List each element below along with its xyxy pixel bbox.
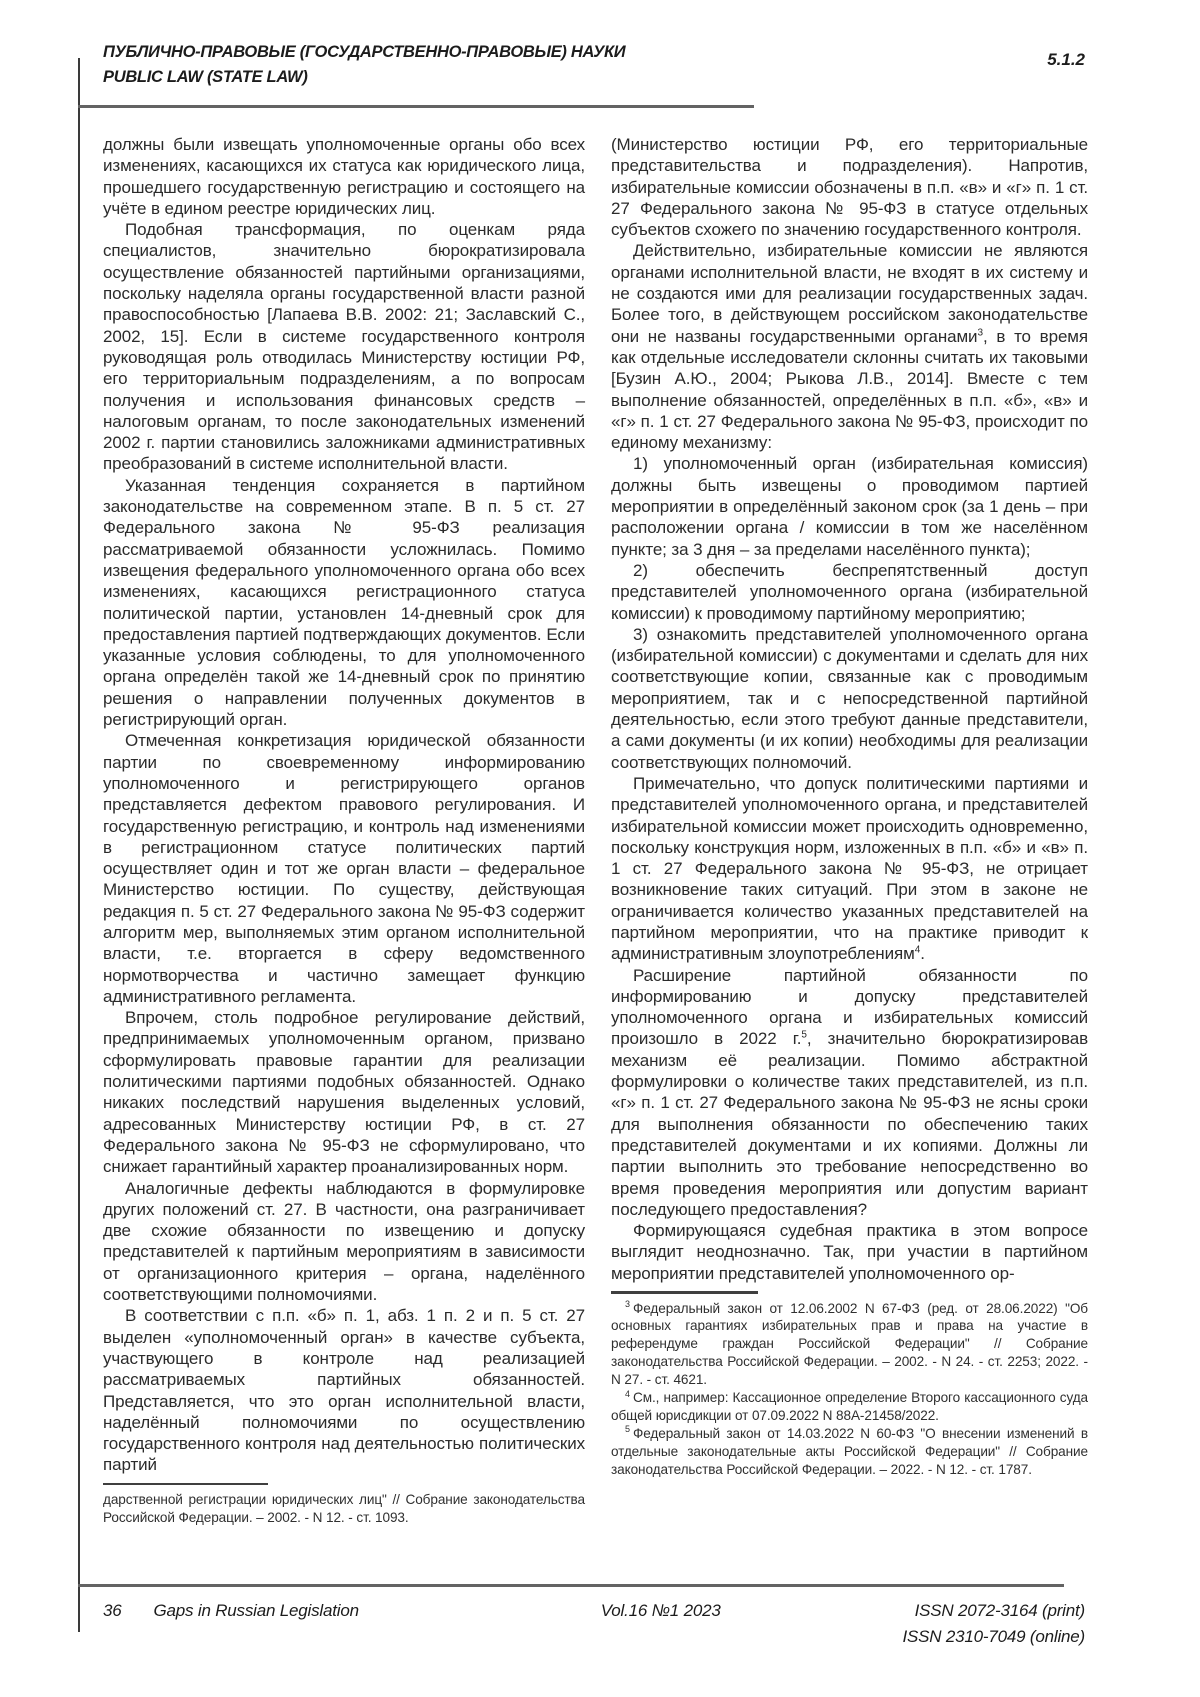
left-margin-rule [78, 58, 80, 1632]
paragraph-segment: . [920, 944, 925, 964]
footnote-separator [103, 1483, 268, 1486]
paragraph: Указанная тенденция сохраняется в партийном законодательстве на современном этапе. В п. 5 ст. 27 Федерального закона № 95-ФЗ реализация рассматриваемой обязанности усложнилась. Помимо извещения федерального уполномоченного органа обо всех изменениях, касающихся регистрационного статуса политической партии, установлен 14-дневный срок для предоставления партией подтверждающих документов. Если указанные условия соблюдены, то для уполномоченного органа определён такой же 14-дневный срок по принятию решения о направлении полученных документов в регистрирующий орган. [103, 475, 585, 730]
footnote-text: Федеральный закон от 12.06.2002 N 67-ФЗ (ред. от 28.06.2022) "Об основных гарантиях избирательных прав и права на участие в референдуме граждан Российской Федерации" // Собрание законодательства Российской Федерации. – 2002. - N 24. - ст. 2253; 2022. - N 27. - ст. 4621. [611, 1300, 1088, 1388]
paragraph-list-item-1: 1) уполномоченный орган (избирательная комиссия) должны быть извещены о проводимом партией мероприятии в определённый законом срок (за 1 день – при расположении органа / комиссии в том же населённом пункте; за 3 дня – за пределами населённого пункта); [611, 454, 1088, 559]
article-body [103, 134, 1088, 1580]
footnote-number: 4 [625, 1388, 631, 1399]
footnote-text: См., например: Кассационное определение Второго кассационного суда общей юрисдикции от 07.09.2022 N 88А-21458/2022. [611, 1390, 1088, 1423]
footnote-number: 5 [625, 1424, 631, 1435]
footnote-ref-4: 4 [914, 944, 921, 956]
footnote-ref-3: 3 [977, 327, 984, 339]
paragraph: Формирующаяся судебная практика в этом вопросе выглядит неоднозначно. Так, при участии в партийном мероприятии представителей уполномоченного ор- [611, 1221, 1088, 1283]
paragraph-segment: Примечательно, что допуск политическими партиями и представителей уполномоченного органа, и представителей избирательной комиссии может происходить одновременно, поскольку конструкция норм, изложенных в п.п. «б» и «в» п. 1 ст. 27 Федерального закона № 95-ФЗ, не отрицает возникновение таких ситуаций. При этом в законе не ограничивается количество указанных представителей на партийном мероприятии, что на практике приводит к административным злоупотреблениям [611, 773, 1088, 964]
paragraph-segment: , значительно бюрократизировав механизм её реализации. Помимо абстрактной формулировки о количестве таких представителей, из п.п. «г» п. 1 ст. 27 Федерального закона № 95-ФЗ не ясны сроки для выполнения обязанности по обеспечению таких представителей документами и их копиями. Должны ли партии выполнить это требование непосредственно во время проведения мероприятия или допустим вариант последующего предоставления? [611, 1029, 1088, 1219]
paragraph: Аналогичные дефекты наблюдаются в формулировке других положений ст. 27. В частности, она разграничивает две схожие обязанности по извещению и допуску представителей к партийным мероприятиям в зависимости от организационного критерия – органа, наделённого соответствующими полномочиями. [103, 1178, 585, 1305]
paragraph-list-item-2: 2) обеспечить беспрепятственный доступ представителей уполномоченного органа (избирательной комиссии) к проводимому партийному мероприятию; [611, 560, 1088, 623]
page-number: 36 [103, 1601, 122, 1620]
paragraph [611, 965, 1088, 1221]
footnote-continuation: дарственной регистрации юридических лиц" // Собрание законодательства Российской Федерации. – 2002. - N 12. - ст. 1093. [103, 1492, 585, 1526]
issn-block [902, 1598, 1085, 1650]
issn-print: ISSN 2072-3164 (print) [914, 1601, 1085, 1620]
paragraph: (Министерство юстиции РФ, его территориальные представительства и подразделения). Напротив, избирательные комиссии обозначены в п.п. «в» и «г» п. 1 ст. 27 Федерального закона № 95-ФЗ в статусе отдельных субъектов схожего по значению государственного контроля. [611, 135, 1088, 240]
footer-rule [78, 1584, 1064, 1587]
paragraph: должны были извещать уполномоченные органы обо всех изменениях, касающихся их статуса как юридического лица, прошедшего государственную регистрацию и состоящего на учёте в едином реестре юридических лиц. [103, 135, 585, 218]
issn-online: ISSN 2310-7049 (online) [902, 1627, 1085, 1646]
header-rule [78, 105, 754, 108]
right-column [611, 134, 1088, 1580]
paragraph: Отмеченная конкретизация юридической обязанности партии по своевременному информированию уполномоченного и регистрирующего органов представляется дефектом правового регулирования. И государственную регистрацию, и контроль над изменениями в регистрационном статусе политических партий осуществляет один и тот же орган власти – федеральное Министерство юстиции. По существу, действующая редакция п. 5 ст. 27 Федерального закона № 95-ФЗ содержит алгоритм мер, выполняемых этим органом исполнительной власти, т.е. вторгается в сферу ведомственного нормотворчества и частично замещает функцию административного регламента. [103, 731, 585, 1006]
footnote-separator [611, 1291, 758, 1294]
footnote-4 [611, 1389, 1088, 1425]
footnote-5 [611, 1425, 1088, 1479]
footnote-3 [611, 1300, 1088, 1390]
paragraph-segment: , в то время как отдельные исследователи склонны считать их таковыми [Бузин А.Ю., 2004; Рыкова Л.В., 2014]. Вместе с тем выполнение обязанностей, определённых в п.п. «б», «в» и «г» п. 1 ст. 27 Федерального закона № 95-ФЗ, происходит по единому механизму: [611, 326, 1088, 453]
footnote-ref-5: 5 [801, 1029, 807, 1041]
paragraph: Впрочем, столь подробное регулирование действий, предпринимаемых уполномоченным органом, призвано сформулировать правовые гарантии для реализации политическими партиями подобных обязанностей. Однако никаких последствий нарушения выделенных условий, адресованных Министерству юстиции РФ, в ст. 27 Федерального закона № 95-ФЗ не сформулировано, что снижает гарантийный характер проанализированных норм. [103, 1008, 585, 1177]
running-header [103, 40, 963, 90]
left-column [103, 134, 585, 1580]
paragraph-list-item-3: 3) ознакомить представителей уполномоченного органа (избирательной комиссии) с документами и сделать для них соответствующие копии, связанные как с проводимым мероприятием, так и с непосредственной партийной деятельностью, если этого требуют данные представители, а сами документы (и их копии) необходимы для реализации соответствующих полномочий. [611, 624, 1088, 772]
footnote-text: Федеральный закон от 14.03.2022 N 60-ФЗ "О внесении изменений в отдельные законодательные акты Российской Федерации" // Собрание законодательства Российской Федерации. – 2022. - N 12. - ст. 1787. [611, 1425, 1088, 1477]
paragraph [611, 773, 1088, 965]
page-footer [103, 1598, 1085, 1650]
footnote-number: 3 [625, 1299, 631, 1309]
header-title-ru: ПУБЛИЧНО-ПРАВОВЫЕ (ГОСУДАРСТВЕННО-ПРАВОВЫЕ) НАУКИ [103, 43, 626, 61]
section-code: 5.1.2 [1047, 50, 1085, 69]
paragraph: В соответствии с п.п. «б» п. 1, абз. 1 п. 2 и п. 5 ст. 27 выделен «уполномоченный орган» в качестве субъекта, участвующего в контроле над реализацией рассматриваемых партийных обязанностей. Представляется, что это орган исполнительной власти, наделённый полномочиями по осуществлению государственного контроля над деятельностью политических партий [103, 1306, 585, 1475]
paragraph: Подобная трансформация, по оценкам ряда специалистов, значительно бюрократизировала осуществление обязанностей партийными организациями, поскольку наделяла органы государственной власти разной правоспособностью [Лапаева В.В. 2002: 21; Заславский С., 2002, 15]. Если в системе государственного контроля руководящая роль отводилась Министерству юстиции РФ, его территориальным подразделениям, а по вопросам получения и использования финансовых средств – налоговым органам, то после законодательных изменений 2002 г. партии становились заложниками административных преобразований в системе исполнительной власти. [103, 220, 585, 474]
paragraph-segment: Действительно, избирательные комиссии не являются органами исполнительной власти, не входят в их систему и не создаются ими для реализации государственных задач. Более того, в действующем российском законодательстве они не названы государственными органами [611, 241, 1088, 346]
paragraph-segment: Расширение партийной обязанности по информированию и допуску представителей уполномоченного органа и избирательных комиссий произошло в 2022 г. [611, 965, 1088, 1049]
volume-info: Vol.16 №1 2023 [600, 1601, 721, 1620]
paragraph [611, 240, 1088, 453]
journal-title: Gaps in Russian Legislation [153, 1601, 359, 1620]
header-title-en: PUBLIC LAW (STATE LAW) [103, 68, 308, 86]
